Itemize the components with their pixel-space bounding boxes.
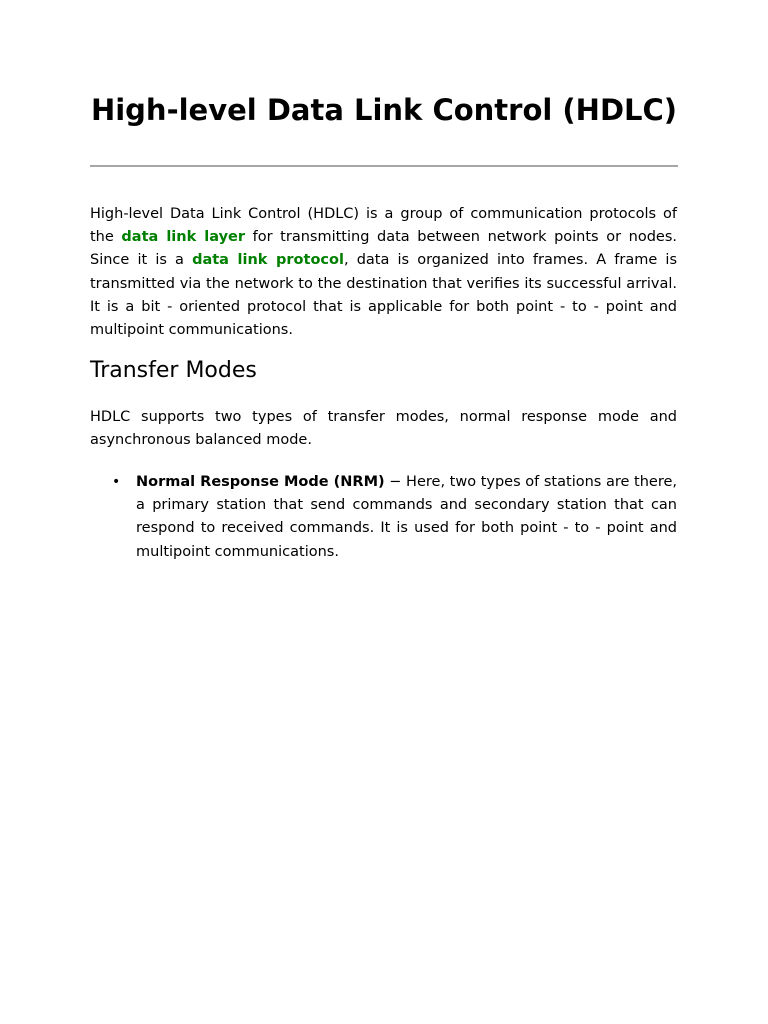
intro-text-3: , data is organized into frames. A frame is transmitted via the network to the destination that verifies its successful arrival. It is a bit - oriented protocol that is applicable for both point - to - point and multipoint communications. xyxy=(90,252,678,339)
bullet-icon: • xyxy=(112,474,121,490)
data-link-layer-link[interactable]: data link layer xyxy=(121,229,246,246)
intro-text-1: High-level Data Link Control (HDLC) is a group of communication protocols of the xyxy=(90,206,677,246)
bullet-text: − Here, two types of stations are there, a primary station that send commands and secondary station that can respond to received commands. It is used for both point - to - point and multipoint communications. xyxy=(136,474,678,560)
data-link-protocol-link[interactable]: data link protocol xyxy=(192,252,344,269)
title-divider xyxy=(90,165,678,167)
section-intro-paragraph: HDLC supports two types of transfer modes, normal response mode and asynchronous balanced mode. xyxy=(90,409,677,449)
transfer-modes-list xyxy=(90,471,677,564)
intro-text-2: for transmitting data between network points or nodes. Since it is a xyxy=(90,229,677,269)
page-title: High-level Data Link Control (HDLC) xyxy=(90,93,678,127)
intro-paragraph xyxy=(90,203,677,342)
section-heading: Transfer Modes xyxy=(90,358,257,383)
list-item xyxy=(90,471,677,564)
bullet-term: Normal Response Mode (NRM) xyxy=(136,474,385,490)
